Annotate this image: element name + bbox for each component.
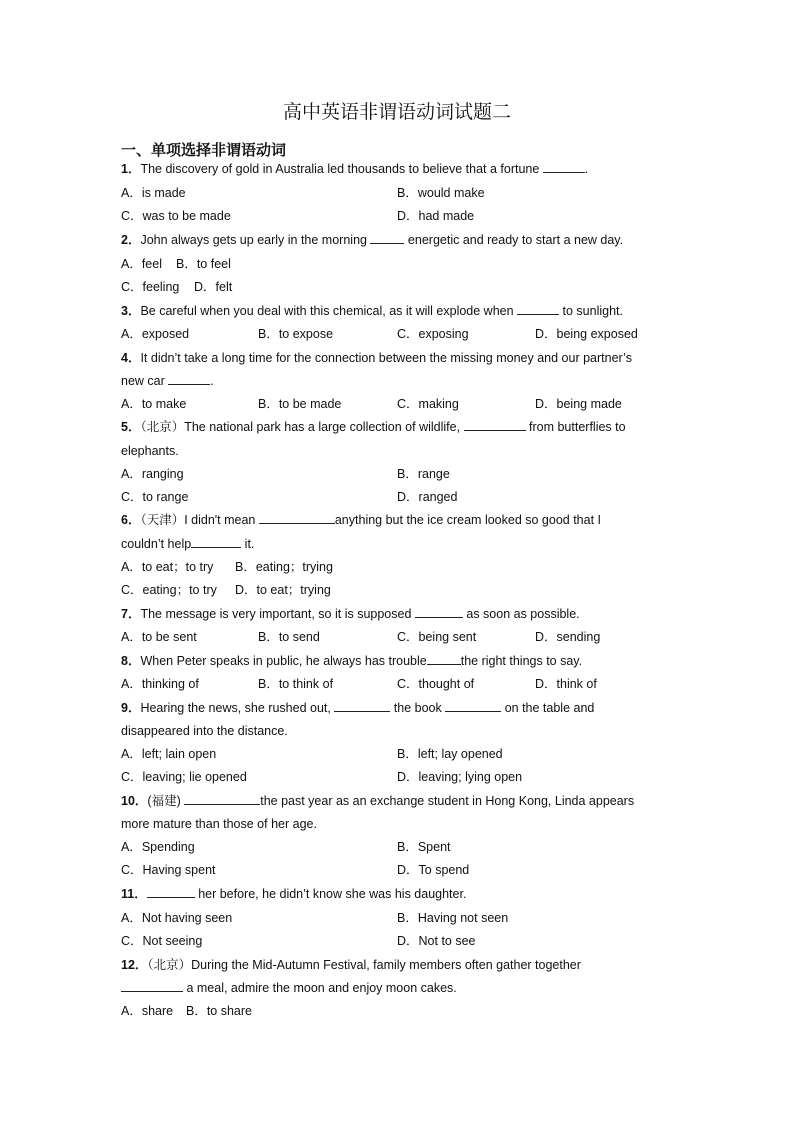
option-d: D．To spend — [397, 863, 470, 877]
question-6-continued: couldn’t help it. — [121, 537, 255, 551]
option-b: B．to share — [186, 1004, 253, 1018]
option-b: B．to feel — [176, 257, 231, 271]
question-1: 1．The discovery of gold in Australia led thousands to believe that a fortune . — [121, 162, 589, 176]
answer-blank — [259, 511, 335, 524]
option-c: C．was to be made — [121, 209, 231, 223]
option-b: B．to expose — [258, 327, 334, 341]
option-c: C．to range — [121, 490, 189, 504]
option-a: A．to eat；to try — [121, 560, 214, 574]
question-12: 12．（北京）During the Mid-Autumn Festival, family members often gather together — [121, 958, 581, 972]
question-4: 4．It didn’t take a long time for the connection between the missing money and our partner’s — [121, 351, 632, 365]
answer-blank — [191, 535, 241, 548]
option-d: D．to eat；trying — [235, 583, 331, 597]
answer-blank — [427, 652, 461, 665]
answer-blank — [543, 160, 585, 173]
option-c: C．being sent — [397, 630, 477, 644]
option-a: A．Spending — [121, 840, 195, 854]
option-d: D．sending — [535, 630, 601, 644]
option-a: A．Not having seen — [121, 911, 233, 925]
question-9-continued: disappeared into the distance. — [121, 724, 288, 738]
option-b: B．to be made — [258, 397, 342, 411]
option-b: B．to send — [258, 630, 320, 644]
answer-blank — [147, 885, 195, 898]
option-d: D．being made — [535, 397, 622, 411]
question-6: 6．（天津）I didn't mean anything but the ice cream looked so good that I — [121, 513, 602, 527]
answer-blank — [464, 418, 526, 431]
option-d: D．ranged — [397, 490, 458, 504]
option-d: D．being exposed — [535, 327, 638, 341]
option-c: C．exposing — [397, 327, 469, 341]
answer-blank — [121, 979, 183, 992]
option-d: D．felt — [194, 280, 233, 294]
option-a: A．is made — [121, 186, 186, 200]
answer-blank — [370, 231, 404, 244]
answer-blank — [184, 792, 260, 805]
option-c: C．making — [397, 397, 459, 411]
question-3: 3．Be careful when you deal with this chemical, as it will explode when to sunlight. — [121, 304, 623, 318]
option-d: D．leaving; lying open — [397, 770, 523, 784]
question-2: 2．John always gets up early in the morning energetic and ready to start a new day. — [121, 233, 624, 247]
question-10-continued: more mature than those of her age. — [121, 817, 317, 831]
option-b: B．to think of — [258, 677, 334, 691]
option-b: B．eating；trying — [235, 560, 333, 574]
question-5: 5．（北京）The national park has a large collection of wildlife, from butterflies to — [121, 420, 626, 434]
question-9: 9．Hearing the news, she rushed out, the book on the table and — [121, 701, 595, 715]
option-c: C．eating；to try — [121, 583, 217, 597]
option-c: C．thought of — [397, 677, 475, 691]
option-b: B．range — [397, 467, 450, 481]
question-4-continued: new car . — [121, 374, 214, 388]
question-7: 7．The message is very important, so it is supposed as soon as possible. — [121, 607, 580, 621]
option-d: D．Not to see — [397, 934, 476, 948]
option-c: C．Having spent — [121, 863, 216, 877]
option-b: B．left; lay opened — [397, 747, 503, 761]
section-heading: 一、单项选择非谓语动词 — [121, 142, 287, 159]
answer-blank — [445, 699, 501, 712]
question-11: 11． her before, he didn’t know she was his daughter. — [121, 887, 467, 901]
option-d: D．think of — [535, 677, 597, 691]
answer-blank — [168, 372, 210, 385]
answer-blank — [415, 605, 463, 618]
option-a: A．thinking of — [121, 677, 199, 691]
option-b: B．Spent — [397, 840, 451, 854]
option-a: A．left; lain open — [121, 747, 217, 761]
question-10: 10．(福建) the past year as an exchange student in Hong Kong, Linda appears — [121, 794, 635, 808]
option-c: C．leaving; lie opened — [121, 770, 247, 784]
option-a: A．to be sent — [121, 630, 197, 644]
option-a: A．share — [121, 1004, 174, 1018]
option-a: A．to make — [121, 397, 187, 411]
option-a: A．ranging — [121, 467, 184, 481]
page-title: 高中英语非谓语动词试题二 — [282, 101, 511, 123]
option-b: B．would make — [397, 186, 485, 200]
option-d: D．had made — [397, 209, 475, 223]
answer-blank — [517, 302, 559, 315]
option-a: A．exposed — [121, 327, 190, 341]
question-12-continued: a meal, admire the moon and enjoy moon cakes. — [121, 979, 457, 997]
option-b: B．Having not seen — [397, 911, 509, 925]
option-c: C．Not seeing — [121, 934, 203, 948]
option-c: C．feeling — [121, 280, 180, 294]
option-a: A．feel — [121, 257, 162, 271]
question-8: 8．When Peter speaks in public, he always has trouble the right things to say. — [121, 654, 583, 668]
question-5-continued: elephants. — [121, 444, 179, 458]
answer-blank — [334, 699, 390, 712]
